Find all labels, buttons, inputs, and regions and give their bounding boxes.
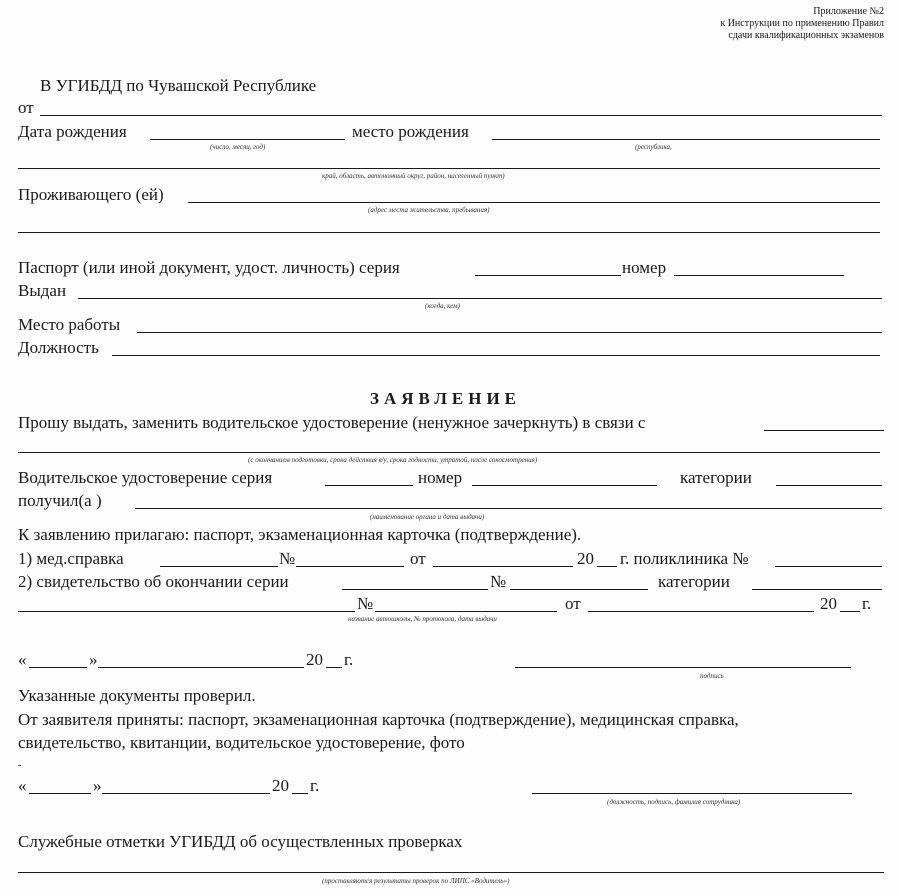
protocol-year-field[interactable] (840, 611, 860, 612)
workplace-field[interactable] (137, 332, 882, 333)
service-marks-label: Служебные отметки УГИБДД об осуществленных проверках (18, 832, 463, 851)
birth-date-label: Дата рождения (18, 122, 127, 141)
protocol-year-prefix: 20 (820, 594, 837, 613)
request-hint: (с окончанием подготовки, срока действия в/у, срока годности, утратой, после сокосмотрения) (248, 456, 538, 464)
clinic-number-field[interactable] (775, 566, 882, 567)
med-number-sign: № (279, 549, 296, 568)
date2-open-quote: « (18, 776, 27, 795)
protocol-date-from: от (565, 594, 581, 613)
date2-month-field[interactable] (102, 793, 270, 794)
documents-checked: Указанные документы проверил. (18, 686, 256, 705)
residing-label: Проживающего (ей) (18, 185, 164, 204)
date2-close-quote: » (93, 776, 102, 795)
birth-place-hint: (республика, (635, 143, 672, 151)
service-hint: (проставляются результаты проверок по ЛИПС «Водитель») (322, 877, 510, 885)
school-number-field[interactable] (510, 589, 648, 590)
passport-label: Паспорт (или иной документ, удост. личность) серия (18, 258, 400, 277)
protocol-year-suffix: г. (862, 594, 872, 613)
date-year-suffix: г. (344, 650, 354, 669)
residing-hint: (адрес места жительства, пребывания) (368, 206, 490, 214)
issued-field[interactable] (78, 298, 882, 299)
med-certificate-label: 1) мед.справка (18, 549, 124, 568)
date2-year-field[interactable] (292, 793, 308, 794)
request-reason-field-2[interactable] (18, 452, 880, 453)
license-categories-label: категории (680, 468, 752, 487)
service-marks-field[interactable] (18, 872, 884, 873)
protocol-number-field[interactable] (375, 611, 557, 612)
license-categories-field[interactable] (776, 485, 882, 486)
header-line-1: Приложение №2 (813, 6, 884, 17)
received-field[interactable] (135, 508, 882, 509)
from-field[interactable] (40, 115, 882, 116)
med-certificate-field[interactable] (160, 566, 278, 567)
date-close-quote: » (89, 650, 98, 669)
license-number-label: номер (418, 468, 463, 487)
med-year-field[interactable] (597, 566, 617, 567)
med-number-field[interactable] (296, 566, 404, 567)
school-name-field[interactable] (18, 611, 355, 612)
region-field[interactable] (18, 168, 880, 169)
clinic-label: г. поликлиника № (620, 549, 749, 568)
date-year-prefix: 20 (306, 650, 323, 669)
document-title: ЗАЯВЛЕНИЕ (370, 389, 522, 408)
small-mark: - (18, 760, 22, 771)
accepted-line-2: свидетельство, квитанции, водительское удостоверение, фото (18, 733, 465, 752)
applicant-signature-field[interactable] (515, 667, 851, 668)
med-year-prefix: 20 (577, 549, 594, 568)
request-reason-field[interactable] (764, 430, 884, 431)
date2-day-field[interactable] (29, 793, 91, 794)
birth-place-field[interactable] (492, 139, 880, 140)
license-number-field[interactable] (472, 485, 657, 486)
birth-place-label: место рождения (352, 122, 469, 141)
received-hint: (наименование органа и дата выдачи) (370, 513, 485, 521)
med-date-from: от (410, 549, 426, 568)
from-label: от (18, 98, 34, 117)
med-date-field[interactable] (433, 566, 573, 567)
issued-label: Выдан (18, 281, 67, 300)
passport-series-field[interactable] (475, 275, 621, 276)
signature-hint: подпись (700, 672, 724, 680)
date-month-field[interactable] (98, 667, 304, 668)
protocol-date-field[interactable] (588, 611, 814, 612)
date-day-field[interactable] (29, 667, 87, 668)
school-hint: название автошколы, № протокола, дата выдачи (348, 615, 497, 623)
school-series-field[interactable] (342, 589, 488, 590)
addressee: В УГИБДД по Чувашской Республике (40, 76, 317, 95)
license-series-field[interactable] (325, 485, 413, 486)
appendix-header (720, 6, 884, 42)
issued-hint: (когда, кем) (425, 302, 460, 310)
region-hint: край, область, автономный округ, район, населенный пункт) (322, 172, 505, 180)
date-open-quote: « (18, 650, 27, 669)
residing-field[interactable] (188, 202, 880, 203)
officer-signature-field[interactable] (532, 793, 852, 794)
date2-year-suffix: г. (310, 776, 320, 795)
header-line-3: сдачи квалификационных экзаменов (728, 30, 884, 41)
birth-date-field[interactable] (150, 139, 345, 140)
school-categories-field[interactable] (752, 589, 882, 590)
passport-number-field[interactable] (674, 275, 844, 276)
position-field[interactable] (112, 355, 880, 356)
birth-date-hint: (число, месяц, год) (210, 143, 266, 151)
attach-text: К заявлению прилагаю: паспорт, экзаменационная карточка (подтверждение). (18, 525, 582, 544)
date-year-field[interactable] (326, 667, 342, 668)
request-text: Прошу выдать, заменить водительское удостоверение (ненужное зачеркнуть) в связи с (18, 413, 646, 432)
accepted-line-1: От заявителя приняты: паспорт, экзаменационная карточка (подтверждение), медицинская справка, (18, 710, 739, 729)
workplace-label: Место работы (18, 315, 121, 334)
passport-number-label: номер (622, 258, 667, 277)
officer-hint: (должность, подпись, фамилия сотрудника) (607, 798, 741, 806)
school-certificate-label: 2) свидетельство об окончании серии (18, 572, 289, 591)
school-categories-label: категории (658, 572, 730, 591)
license-series-label: Водительское удостоверение серия (18, 468, 273, 487)
date2-year-prefix: 20 (272, 776, 289, 795)
school-number-sign: № (490, 572, 507, 591)
header-line-2: к Инструкции по применению Правил (720, 18, 884, 29)
protocol-number-sign: № (357, 594, 374, 613)
residing-field-2[interactable] (18, 232, 880, 233)
position-label: Должность (18, 338, 99, 357)
received-label: получил(а ) (18, 491, 102, 510)
